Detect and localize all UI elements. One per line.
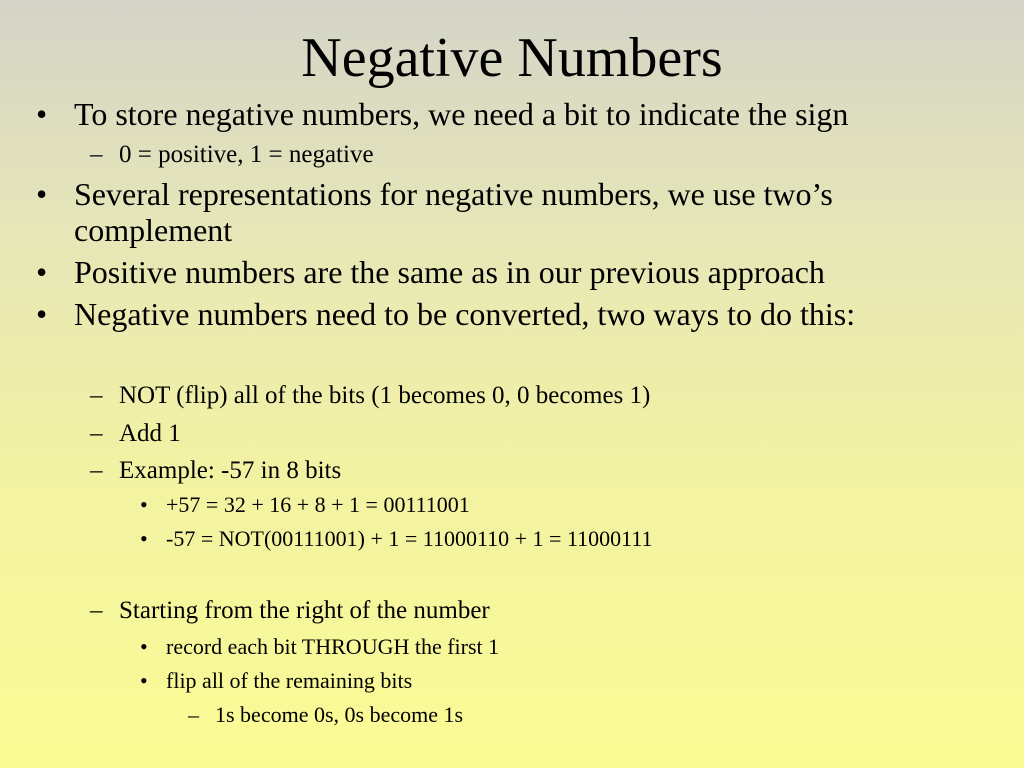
bullet-marker: • (36, 296, 48, 332)
bullet-marker: • (36, 176, 48, 212)
sub-sub-bullet-text: -57 = NOT(00111001) + 1 = 11000110 + 1 = 11000111 (166, 526, 653, 551)
dash-marker: – (188, 702, 199, 727)
bullet-text: Negative numbers need to be converted, two ways to do this: (74, 296, 856, 332)
bullet-marker: • (140, 634, 148, 659)
sub-bullet-text: 0 = positive, 1 = negative (119, 141, 374, 168)
bullet-marker: • (36, 96, 48, 132)
bullet-marker: • (140, 492, 148, 517)
slide-title: Negative Numbers (301, 27, 723, 89)
sub-bullet-text: Add 1 (119, 420, 181, 447)
sub-sub-bullet-text: +57 = 32 + 16 + 8 + 1 = 00111001 (166, 492, 470, 517)
sub-sub-bullet-text: flip all of the remaining bits (166, 668, 413, 693)
bullet-text: Positive numbers are the same as in our previous approach (74, 254, 825, 290)
bullet-marker: • (36, 254, 48, 290)
dash-marker: – (90, 420, 103, 447)
dash-marker: – (90, 457, 103, 484)
bullet-marker: • (140, 526, 148, 551)
level4-bullet-text: 1s become 0s, 0s become 1s (215, 702, 464, 727)
bullet-text: Several representations for negative numbers, we use two’s (74, 176, 833, 212)
dash-marker: – (90, 141, 103, 168)
dash-marker: – (90, 597, 103, 624)
sub-sub-bullet-text: record each bit THROUGH the first 1 (166, 634, 500, 659)
bullet-text: To store negative numbers, we need a bit to indicate the sign (74, 96, 849, 132)
dash-marker: – (90, 382, 103, 409)
bullet-marker: • (140, 668, 148, 693)
sub-bullet-text: NOT (flip) all of the bits (1 becomes 0, 0 becomes 1) (119, 382, 651, 409)
sub-bullet-text: Example: -57 in 8 bits (119, 457, 342, 484)
bullet-text-continuation: complement (74, 212, 233, 248)
sub-bullet-text: Starting from the right of the number (119, 597, 490, 624)
